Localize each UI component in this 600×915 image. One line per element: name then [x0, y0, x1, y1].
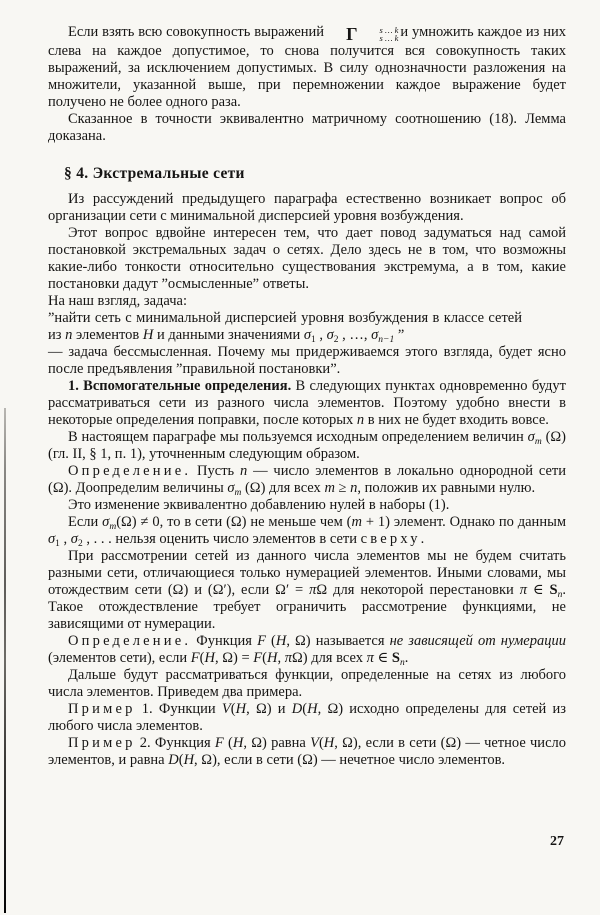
paragraph: Это изменение эквивалентно добавлению нулей в наборы (1).: [68, 496, 450, 513]
paragraph: — задача бессмысленная. Почему мы придерживаемся этого взгляда, будет ясно после предъявления ”правильной постановки”.: [48, 343, 566, 377]
paragraph: Пример 2. Функция F (H, Ω) равна V(H, Ω), если в сети (Ω) — четное число элементов, и равна D(H, Ω), если в сети (Ω) — нечетное число элементов.: [48, 734, 566, 768]
page-number: 27: [550, 834, 564, 849]
section-heading: § 4. Экстремальные сети: [64, 164, 245, 182]
gamma-indices-formula: Γ s … k s … k: [346, 24, 399, 44]
paragraph: Пример 1. Функции V(H, Ω) и D(H, Ω) исходно определены для сетей из любого числа элементов.: [48, 700, 566, 734]
paragraph: Сказанное в точности эквивалентно матричному соотношению (18). Лемма доказана.: [48, 110, 566, 144]
paragraph: Определение. Пусть n — число элементов в локально однородной сети (Ω). Доопределим величины $\sigma_m$ (Ω) для всех m ≥ n, положив их равными нулю.: [48, 462, 566, 498]
paragraph: Дальше будут рассматриваться функции, определенные на сетях из любого числа элементов. Приведем два примера.: [48, 666, 566, 700]
paragraph: На наш взгляд, задача:: [48, 292, 187, 309]
scan-edge-artifact: [4, 408, 6, 913]
page-content: [48, 24, 566, 769]
paragraph: Определение. Функция F (H, Ω) называется не зависящей от нумерации (элементов сети), если F(H, Ω) = F(H, πΩ) для всех π ∈ $S_n$.: [48, 632, 566, 668]
quote-paragraph: ”найти сеть с минимальной дисперсией уровня возбуждения в классе сетей из n элементов H и данными значениями $\sigma_1$ , $\sigma_2$ , …, $\sigma_{n-1}$ ”: [48, 309, 522, 345]
paragraph: Если взять всю совокупность выражений Γ s … k s … k и умножить каждое из них слева на каждое допустимое, то снова получится вся совокупность таких выражений, за исключением допустимых. В силу однозначности разложения на множители, указанной выше, при перемножении каждое выражение будет получено не более одного раза.: [48, 24, 566, 110]
paragraph: Этот вопрос вдвойне интересен тем, что дает повод задуматься над самой постановкой экстремальных задач о сетях. Дело здесь не в том, что возможны какие-либо тонкости относительно существования экстремума, а в том, какие постановки дадут ”осмысленные” ответы.: [48, 224, 566, 292]
paragraph: Из рассуждений предыдущего параграфа естественно возникает вопрос об организации сети с минимальной дисперсией уровня возбуждения.: [48, 190, 566, 224]
paragraph: Если $\sigma_m(\Omega) \ne 0$, то в сети (Ω) не меньше чем (m + 1) элемент. Однако по данным $\sigma_1$ , $\sigma_2$ , . . . нельзя оценить число элементов в сети сверху.: [48, 513, 566, 549]
paragraph: При рассмотрении сетей из данного числа элементов мы не будем считать разными сети, отличающиеся только нумерацией элементов. Иными словами, мы отождествим сети (Ω) и (Ω′), если Ω′ = πΩ для некоторой перестановки π ∈ $S_n$. Такое отождествление требует ограничить рассмотрение функциями, не зависящими от нумерации.: [48, 547, 566, 632]
paragraph: 1. Вспомогательные определения. В следующих пунктах одновременно будут рассматриваться сети из разного числа элементов. Поэтому удобно внести в некоторые определения поправки, после которых n в них не будет входить вовсе.: [48, 377, 566, 428]
paragraph: В настоящем параграфе мы пользуемся исходным определением величин $\sigma_m$ (Ω) (гл. II, § 1, п. 1), уточненным следующим образом.: [48, 428, 567, 462]
